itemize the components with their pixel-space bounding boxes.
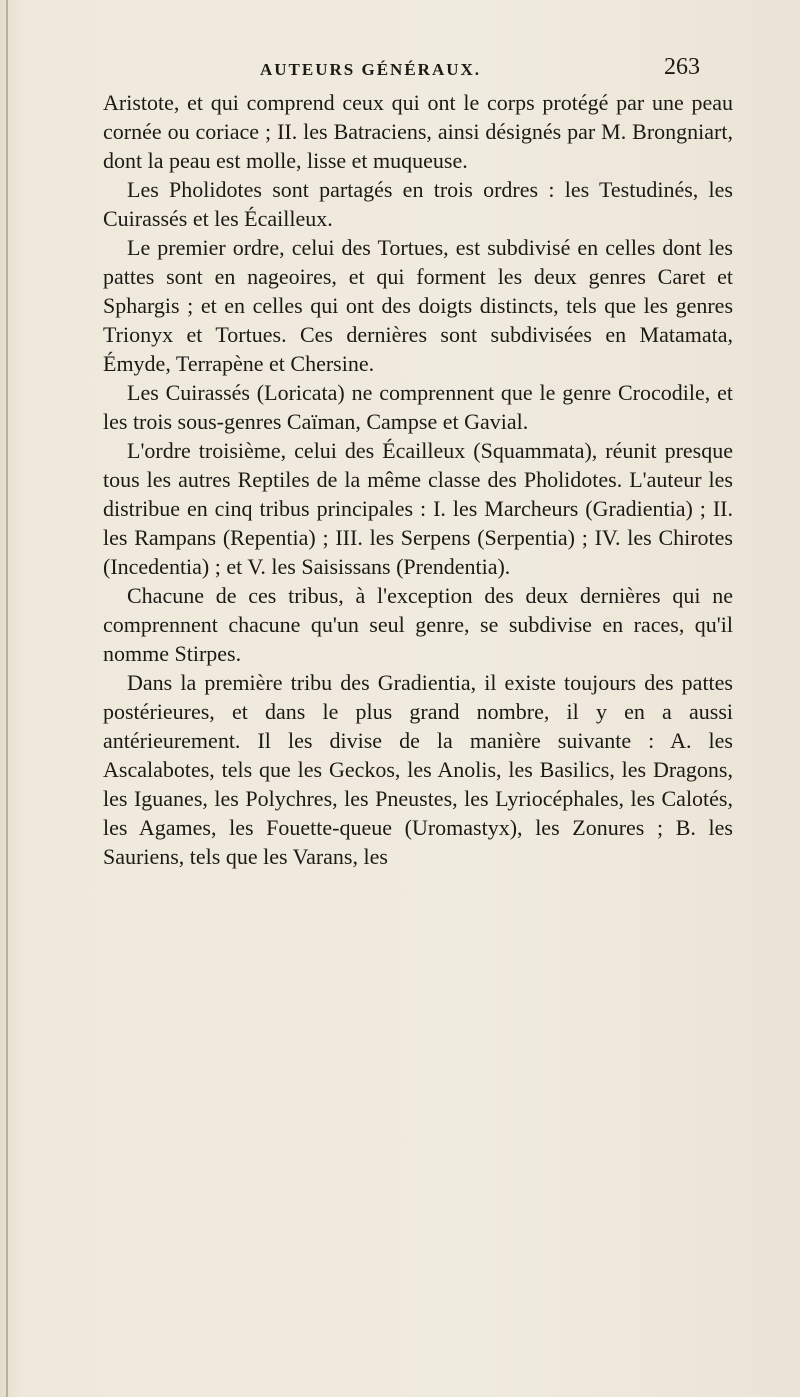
running-title: AUTEURS GÉNÉRAUX. — [260, 60, 482, 79]
paragraph-2: Les Pholidotes sont partagés en trois ordres : les Testudinés, les Cuirassés et les Écailleux. — [103, 177, 733, 231]
body-text — [103, 88, 733, 871]
page-number: 263 — [664, 54, 700, 80]
paragraph-4: Les Cuirassés (Loricata) ne comprennent que le genre Crocodile, et les trois sous-genres Caïman, Campse et Gavial. — [103, 380, 733, 434]
paragraph-5: L'ordre troisième, celui des Écailleux (Squammata), réunit presque tous les autres Reptiles de la même classe des Pholidotes. L'auteur les distribue en cinq tribus principales : I. les Marcheurs (Gradientia) ; II. les Rampans (Repentia) ; III. les Serpens (Serpentia) ; IV. les Chirotes (Incedentia) ; et V. les Saisissans (Prendentia). — [103, 438, 733, 579]
running-head — [100, 54, 700, 90]
paragraph-7: Dans la première tribu des Gradientia, il existe toujours des pattes postérieures, et dans le plus grand nombre, il y en a aussi antérieurement. Il les divise de la manière suivante : A. les Ascalabotes, tels que les Geckos, les Anolis, les Basilics, les Dragons, les Iguanes, les Polychres, les Pneustes, les Lyriocéphales, les Calotés, les Agames, les Fouette-queue (Uromastyx), les Zonures ; B. les Sauriens, tels que les Varans, les — [103, 670, 733, 869]
paragraph-6: Chacune de ces tribus, à l'exception des deux dernières qui ne comprennent chacune qu'un seul genre, se subdivise en races, qu'il nomme Stirpes. — [103, 583, 733, 666]
paragraph-1: Aristote, et qui comprend ceux qui ont le corps protégé par une peau cornée ou coriace ; II. les Batraciens, ainsi désignés par M. Brongniart, dont la peau est molle, lisse et muqueuse. — [103, 90, 733, 173]
paragraph-3: Le premier ordre, celui des Tortues, est subdivisé en celles dont les pattes sont en nageoires, et qui forment les deux genres Caret et Sphargis ; et en celles qui ont des doigts distincts, tels que les genres Trionyx et Tortues. Ces dernières sont subdivisées en Matamata, Émyde, Terrapène et Chersine. — [103, 235, 733, 376]
binding-edge — [6, 0, 8, 1397]
